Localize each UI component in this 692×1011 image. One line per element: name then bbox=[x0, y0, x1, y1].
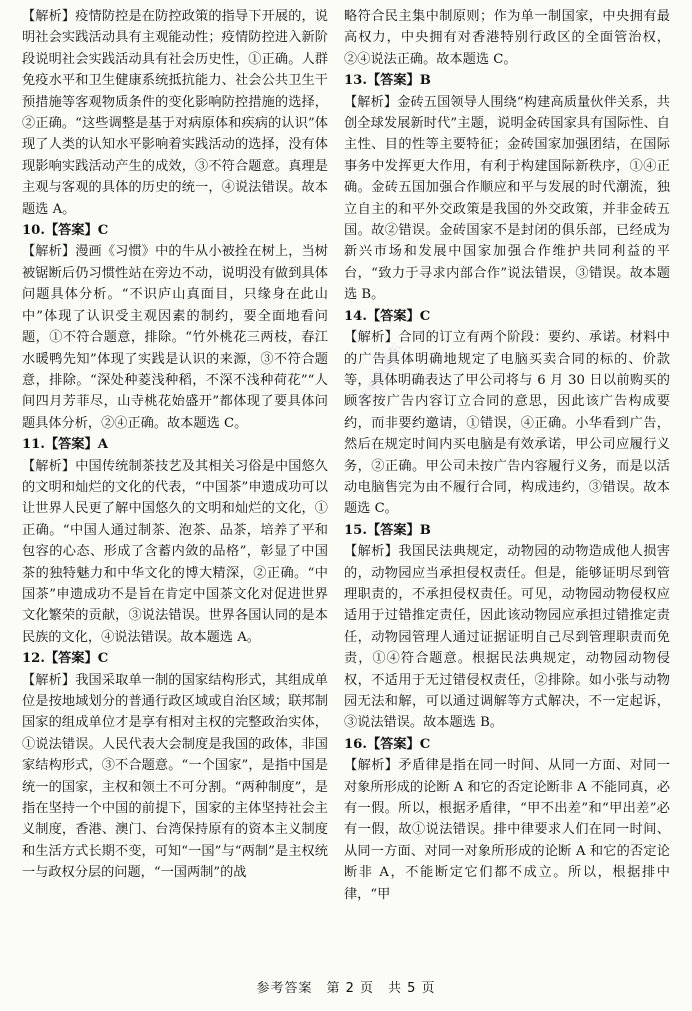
watermark: 高考直通车 bbox=[357, 340, 407, 410]
right-para-1: 略符合民主集中制原则；作为单一制国家，中央拥有最高权力，中央拥有对香港特别行政区的全面管治权，②④说法正确。故本题选 C。 bbox=[344, 9, 670, 67]
answer-10: 10.【答案】C bbox=[22, 223, 109, 239]
left-column bbox=[22, 6, 328, 884]
right-para-5: 【解析】矛盾律是指在同一时间、从同一方面、对同一对象所形成的论断 A 和它的否定论断非 A 不能同真，必有一假。所以，根据矛盾律，“甲不出差”和“甲出差”必有一假，故①说法错误。排中律要求人们在同一时间、从同一方面、对同一对象所形成的论断 A 和它的否定论断非 A，不能断定它们都不成立。所以，根据排中律，“甲 bbox=[344, 758, 670, 902]
left-para-4: 【解析】我国采取单一制的国家结构形式，其组成单位是按地域划分的普通行政区域或自治区域；联邦制国家的组成单位才是享有相对主权的完整政治实体，①说法错误。人民代表大会制度是我国的政体，非国家结构形式，③不合题意。“一个国家”，是指中国是统一的国家，主权和领土不可分割。“两种制度”，是指在坚持一个中国的前提下，国家的主体坚持社会主义制度，香港、澳门、台湾保持原有的资本主义制度和生活方式长期不变，可知“一国”与“两制”是主权统一与政权分层的问题，“一国两制”的战 bbox=[22, 672, 328, 881]
answer-16: 16.【答案】C bbox=[344, 736, 431, 752]
right-para-3: 【解析】合同的订立有两个阶段：要约、承诺。材料中的广告具体明确地规定了电脑买卖合同的标的、价款等，具体明确表达了甲公司将与 6 月 30 日以前购买的顾客按广告内容订立合同的意思，因此该广告构成要约，而非要约邀请，①错误，④正确。小华看到广告，然后在规定时间内买电脑是有效承诺，甲公司应履行义务，②正确。甲公司未按广告内容履行义务，而是以活动电脑售完为由不履行合同，构成违约，③错误。故本题选 C。 bbox=[344, 330, 670, 517]
answer-12: 12.【答案】C bbox=[22, 651, 109, 667]
right-para-2: 【解析】金砖五国领导人围绕“构建高质量伙伴关系，共创全球发展新时代”主题，说明金砖国家具有国际性、自主性、目的性等主要特征；金砖国家加强团结，在国际事务中发挥更大作用，有利于构建国际新秩序，①④正确。金砖五国加强合作顺应和平与发展的时代潮流，独立自主的和平外交政策是我国的外交政策，并非金砖五国。故②错误。金砖国家不是封闭的俱乐部，已经成为新兴市场和发展中国家加强合作维护共同利益的平台，“致力于寻求内部合作”说法错误，③错误。故本题选 B。 bbox=[344, 94, 670, 303]
answer-11: 11.【答案】A bbox=[22, 437, 108, 453]
left-para-1: 【解析】疫情防控是在防控政策的指导下开展的，说明社会实践活动具有主观能动性；疫情防控进入新阶段说明社会实践活动具有社会历史性，①正确。人群免疫水平和卫生健康系统抵抗能力、社会公共卫生干预措施等客观物质条件的变化影响防控措施的选择，②正确。“这些调整是基于对病原体和疾病的认识”体现了人类的认知水平影响着实践活动的选择，没有体现影响实践活动产生的成效，③不符合题意。真理是主观与客观的具体的历史的统一，④说法错误。故本题选 A。 bbox=[22, 9, 328, 217]
right-column bbox=[344, 6, 670, 905]
answer-13: 13.【答案】B bbox=[344, 73, 431, 89]
page-footer: 参考答案 第 2 页 共 5 页 bbox=[256, 981, 436, 996]
right-para-4: 【解析】我国民法典规定，动物园的动物造成他人损害的，动物园应当承担侵权责任。但是，能够证明尽到管理职责的，不承担侵权责任。可见，动物园动物侵权应适用于过错推定责任，因此该动物园应承担过错推定责任，动物园管理人通过证据证明自己尽到管理职责而免责，①④符合题意。根据民法典规定，动物园动物侵权，不适用于无过错侵权责任，②排除。如小张与动物园无法和解，可以通过调解等方式解决，不一定起诉，③说法错误。故本题选 B。 bbox=[344, 544, 670, 731]
left-para-2: 【解析】漫画《习惯》中的牛从小被拴在树上，当树被锯断后仍习惯性站在旁边不动，说明没有做到具体问题具体分析。“不识庐山真面目，只缘身在此山中”体现了认识受主观因素的制约，要全面地看问题，①不符合题意，排除。“竹外桃花三两枝，春江水暖鸭先知”体现了实践是认识的来源，③不符合题意，排除。“深处种菱浅种稻，不深不浅种荷花”“人间四月芳菲尽，山寺桃花始盛开”都体现了要具体问题具体分析，②④正确。故本题选 C。 bbox=[22, 244, 328, 431]
answer-15: 15.【答案】B bbox=[344, 522, 431, 538]
answer-14: 14.【答案】C bbox=[344, 308, 431, 324]
left-para-3: 【解析】中国传统制茶技艺及其相关习俗是中国悠久的文明和灿烂的文化的代表，“中国茶”申遗成功可以让世界人民更了解中国悠久的文明和灿烂的文化，①正确。“中国人通过制茶、泡茶、品茶，培养了平和包容的心态、形成了含蓄内敛的品格”，彰显了中国茶的独特魅力和中华文化的博大精深，②正确。“中国茶”申遗成功不是旨在肯定中国茶文化对促进世界文化繁荣的贡献，③说法错误。世界各国认同的是本民族的文化，④说法错误。故本题选 A。 bbox=[22, 458, 328, 645]
